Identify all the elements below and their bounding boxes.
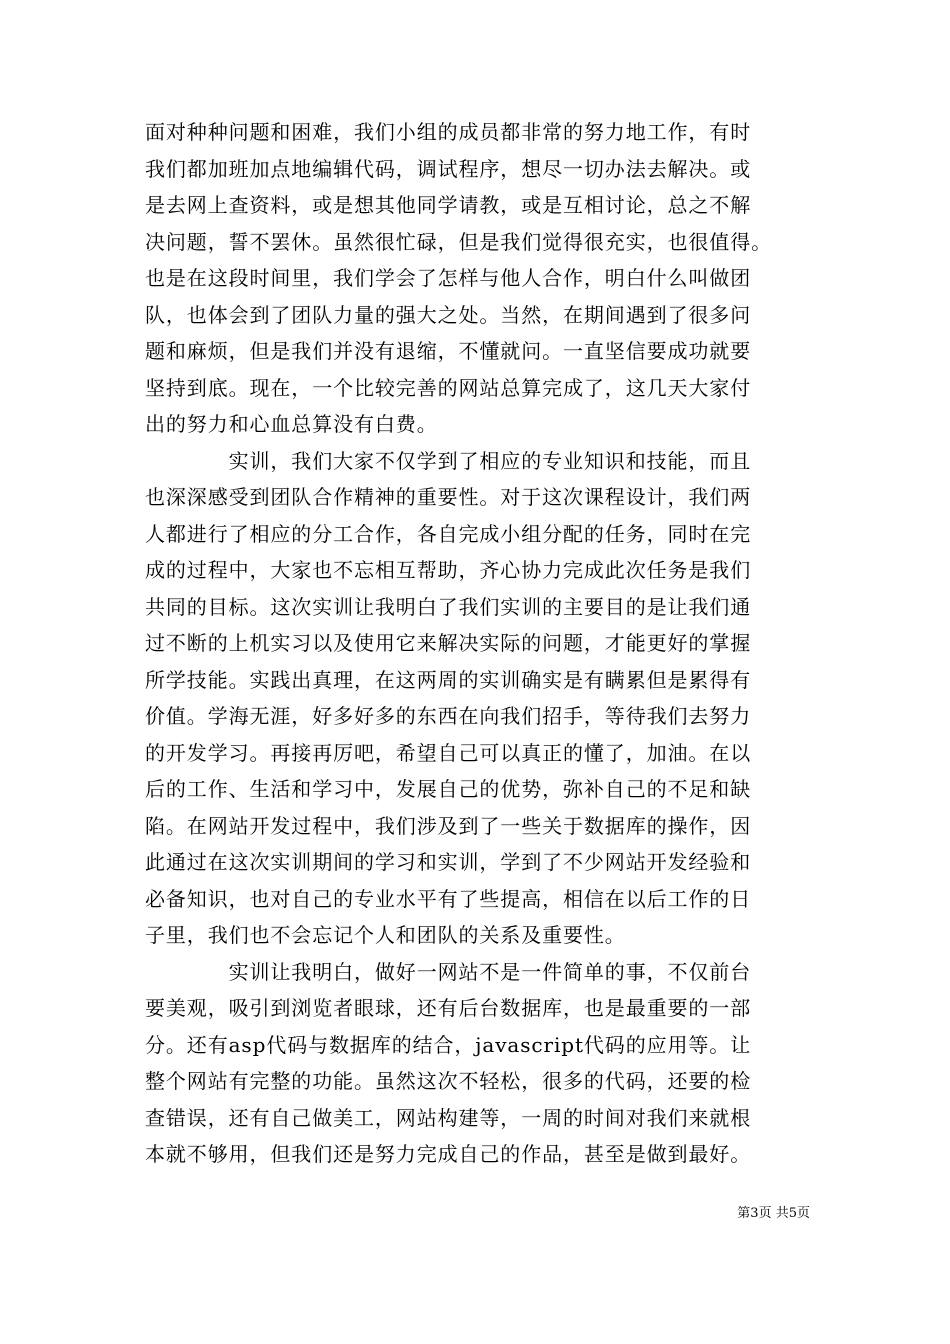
text-line: 后的工作、生活和学习中，发展自己的优势，弥补自己的不足和缺 <box>145 777 752 801</box>
text-line: 分。还有asp代码与数据库的结合，javascript代码的应用等。让 <box>145 1032 752 1057</box>
text-line: 出的努力和心血总算没有白费。 <box>145 412 438 436</box>
text-line: 此通过在这次实训期间的学习和实训，学到了不少网站开发经验和 <box>145 850 752 874</box>
text-line: 必备知识，也对自己的专业水平有了些提高，相信在以后工作的日 <box>145 886 752 911</box>
text-line: 共同的目标。这次实训让我明白了我们实训的主要目的是让我们通 <box>145 594 752 619</box>
current-page-number: 3 <box>750 1206 759 1221</box>
text-line: 实训让我明白，做好一网站不是一件简单的事，不仅前台 <box>145 959 752 984</box>
text-line: 坚持到底。现在，一个比较完善的网站总算完成了，这几天大家付 <box>145 375 752 400</box>
text-line: 我们都加班加点地编辑代码，调试程序，想尽一切办法去解决。或 <box>145 156 752 181</box>
text-line: 实训，我们大家不仅学到了相应的专业知识和技能，而且 <box>145 448 752 473</box>
text-line: 也是在这段时间里，我们学会了怎样与他人合作，明白什么叫做团 <box>145 266 752 290</box>
page-suffix: 页 <box>796 1206 810 1221</box>
text-line: 要美观，吸引到浏览者眼球，还有后台数据库，也是最重要的一部 <box>145 996 752 1020</box>
text-line: 整个网站有完整的功能。虽然这次不轻松，很多的代码，还要的检 <box>145 1069 752 1093</box>
text-line: 所学技能。实践出真理，在这两周的实训确实是有瞒累但是累得有 <box>145 667 752 692</box>
text-line: 成的过程中，大家也不忘相互帮助，齐心协力完成此次任务是我们 <box>145 558 752 582</box>
text-line: 查错误，还有自己做美工，网站构建等，一周的时间对我们来就根 <box>145 1105 752 1130</box>
page-middle-text: 页 共 <box>758 1206 789 1221</box>
total-pages-number: 5 <box>788 1206 797 1221</box>
text-line: 过不断的上机实习以及使用它来解决实际的问题，才能更好的掌握 <box>145 631 752 655</box>
text-line: 的开发学习。再接再厉吧，希望自己可以真正的懂了，加油。在以 <box>145 740 752 765</box>
page-number-footer <box>700 1206 810 1222</box>
text-line: 是去网上查资料，或是想其他同学请教，或是互相讨论，总之不解 <box>145 193 752 217</box>
text-line: 队，也体会到了团队力量的强大之处。当然，在期间遇到了很多问 <box>145 302 752 327</box>
text-line: 子里，我们也不会忘记个人和团队的关系及重要性。 <box>145 923 626 947</box>
text-line: 本就不够用，但我们还是努力完成自己的作品，甚至是做到最好。 <box>145 1142 752 1166</box>
text-line: 决问题，誓不罢休。虽然很忙碌，但是我们觉得很充实，也很值得。 <box>145 229 772 254</box>
text-line: 题和麻烦，但是我们并没有退缩，不懂就问。一直坚信要成功就要 <box>145 339 752 363</box>
text-line: 价值。学海无涯，好多好多的东西在向我们招手，等待我们去努力 <box>145 704 752 728</box>
page-prefix: 第 <box>737 1206 751 1221</box>
document-body <box>145 114 825 1173</box>
text-line: 面对种种问题和困难，我们小组的成员都非常的努力地工作，有时 <box>145 120 752 144</box>
text-line: 也深深感受到团队合作精神的重要性。对于这次课程设计，我们两 <box>145 485 752 509</box>
text-line: 人都进行了相应的分工合作，各自完成小组分配的任务，同时在完 <box>145 521 752 546</box>
text-line: 陷。在网站开发过程中，我们涉及到了一些关于数据库的操作，因 <box>145 813 752 838</box>
